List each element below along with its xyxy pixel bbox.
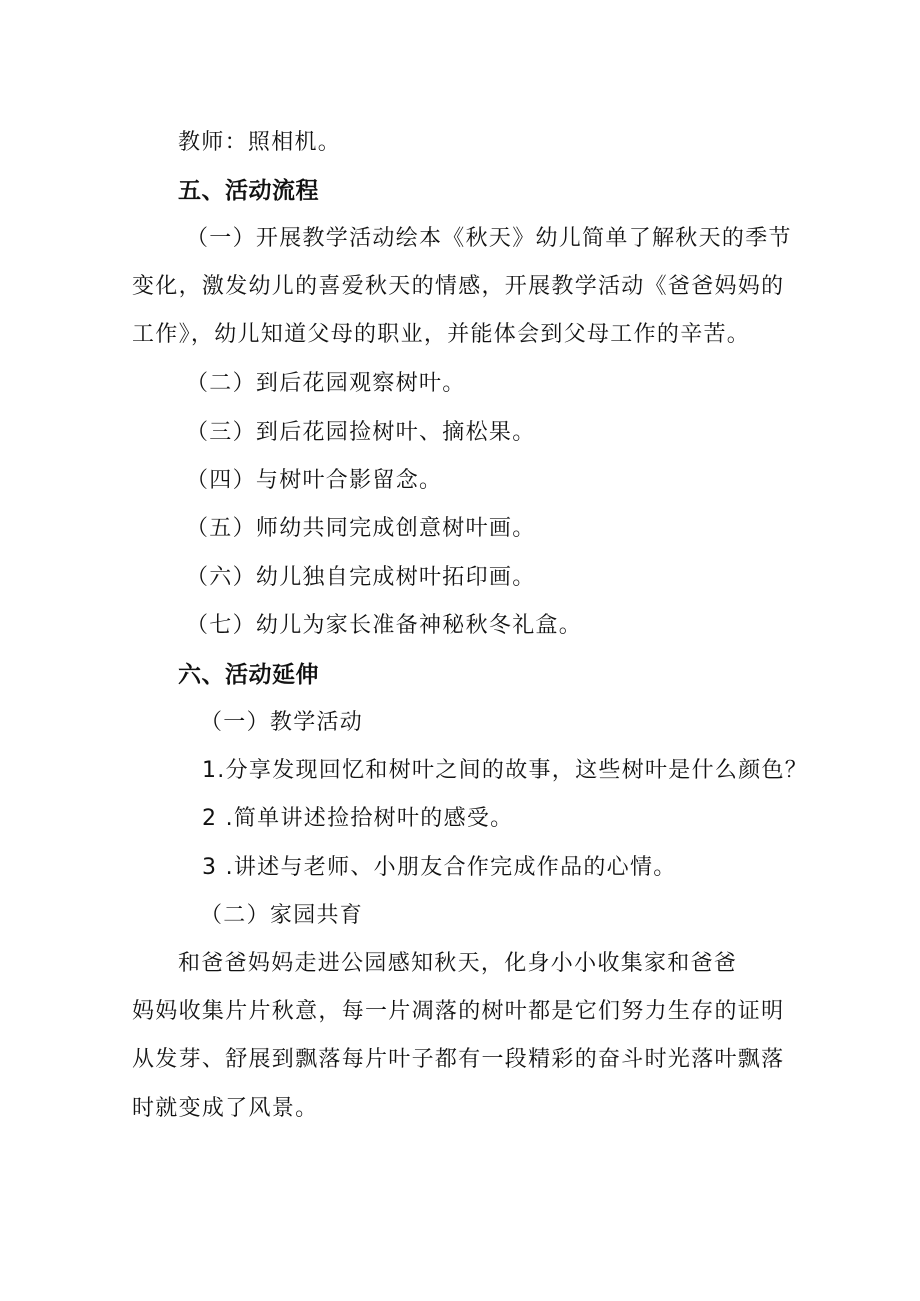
step-2: （二）到后花园观察树叶。 [186, 371, 466, 396]
paragraph-line-1: 和爸爸妈妈走进公园感知秋天，化身小小收集家和爸爸 [178, 951, 738, 976]
extension-item-2: 2 .简单讲述捡拾树叶的感受。 [202, 806, 514, 831]
section-5-intro-line-1: （一）开展教学活动绘本《秋天》幼儿简单了解秋天的季节 [186, 226, 792, 251]
subsection-home-school: （二）家园共育 [200, 903, 364, 928]
step-6: （六）幼儿独自完成树叶拓印画。 [186, 565, 536, 590]
paragraph-line-2: 妈妈收集片片秋意，每一片凋落的树叶都是它们努力生存的证明 [132, 999, 785, 1024]
extension-item-3: 3 .讲述与老师、小朋友合作完成作品的心情。 [202, 855, 677, 880]
subsection-teaching-activity: （一）教学活动 [200, 710, 364, 735]
step-4: （四）与树叶合影留念。 [186, 468, 443, 493]
step-5: （五）师幼共同完成创意树叶画。 [186, 516, 536, 541]
section-5-intro-line-2: 变化，激发幼儿的喜爱秋天的情感，开展教学活动《爸爸妈妈的 [132, 274, 785, 299]
extension-item-1: 1.分享发现回忆和树叶之间的故事，这些树叶是什么颜色？ [202, 758, 809, 783]
step-7: （七）幼儿为家长准备神秘秋冬礼盒。 [186, 613, 583, 638]
paragraph-line-4: 时就变成了风景。 [132, 1096, 319, 1121]
section-6-heading: 六、活动延伸 [178, 662, 319, 688]
section-5-intro-line-3: 工作》，幼儿知道父母的职业，并能体会到父母工作的辛苦。 [132, 322, 751, 347]
section-5-heading: 五、活动流程 [178, 178, 319, 204]
paragraph-line-3: 从发芽、舒展到飘落每片叶子都有一段精彩的奋斗时光落叶飘落 [132, 1047, 785, 1072]
teacher-materials-line: 教师：照相机。 [178, 130, 342, 155]
step-3: （三）到后花园捡树叶、摘松果。 [186, 420, 536, 445]
